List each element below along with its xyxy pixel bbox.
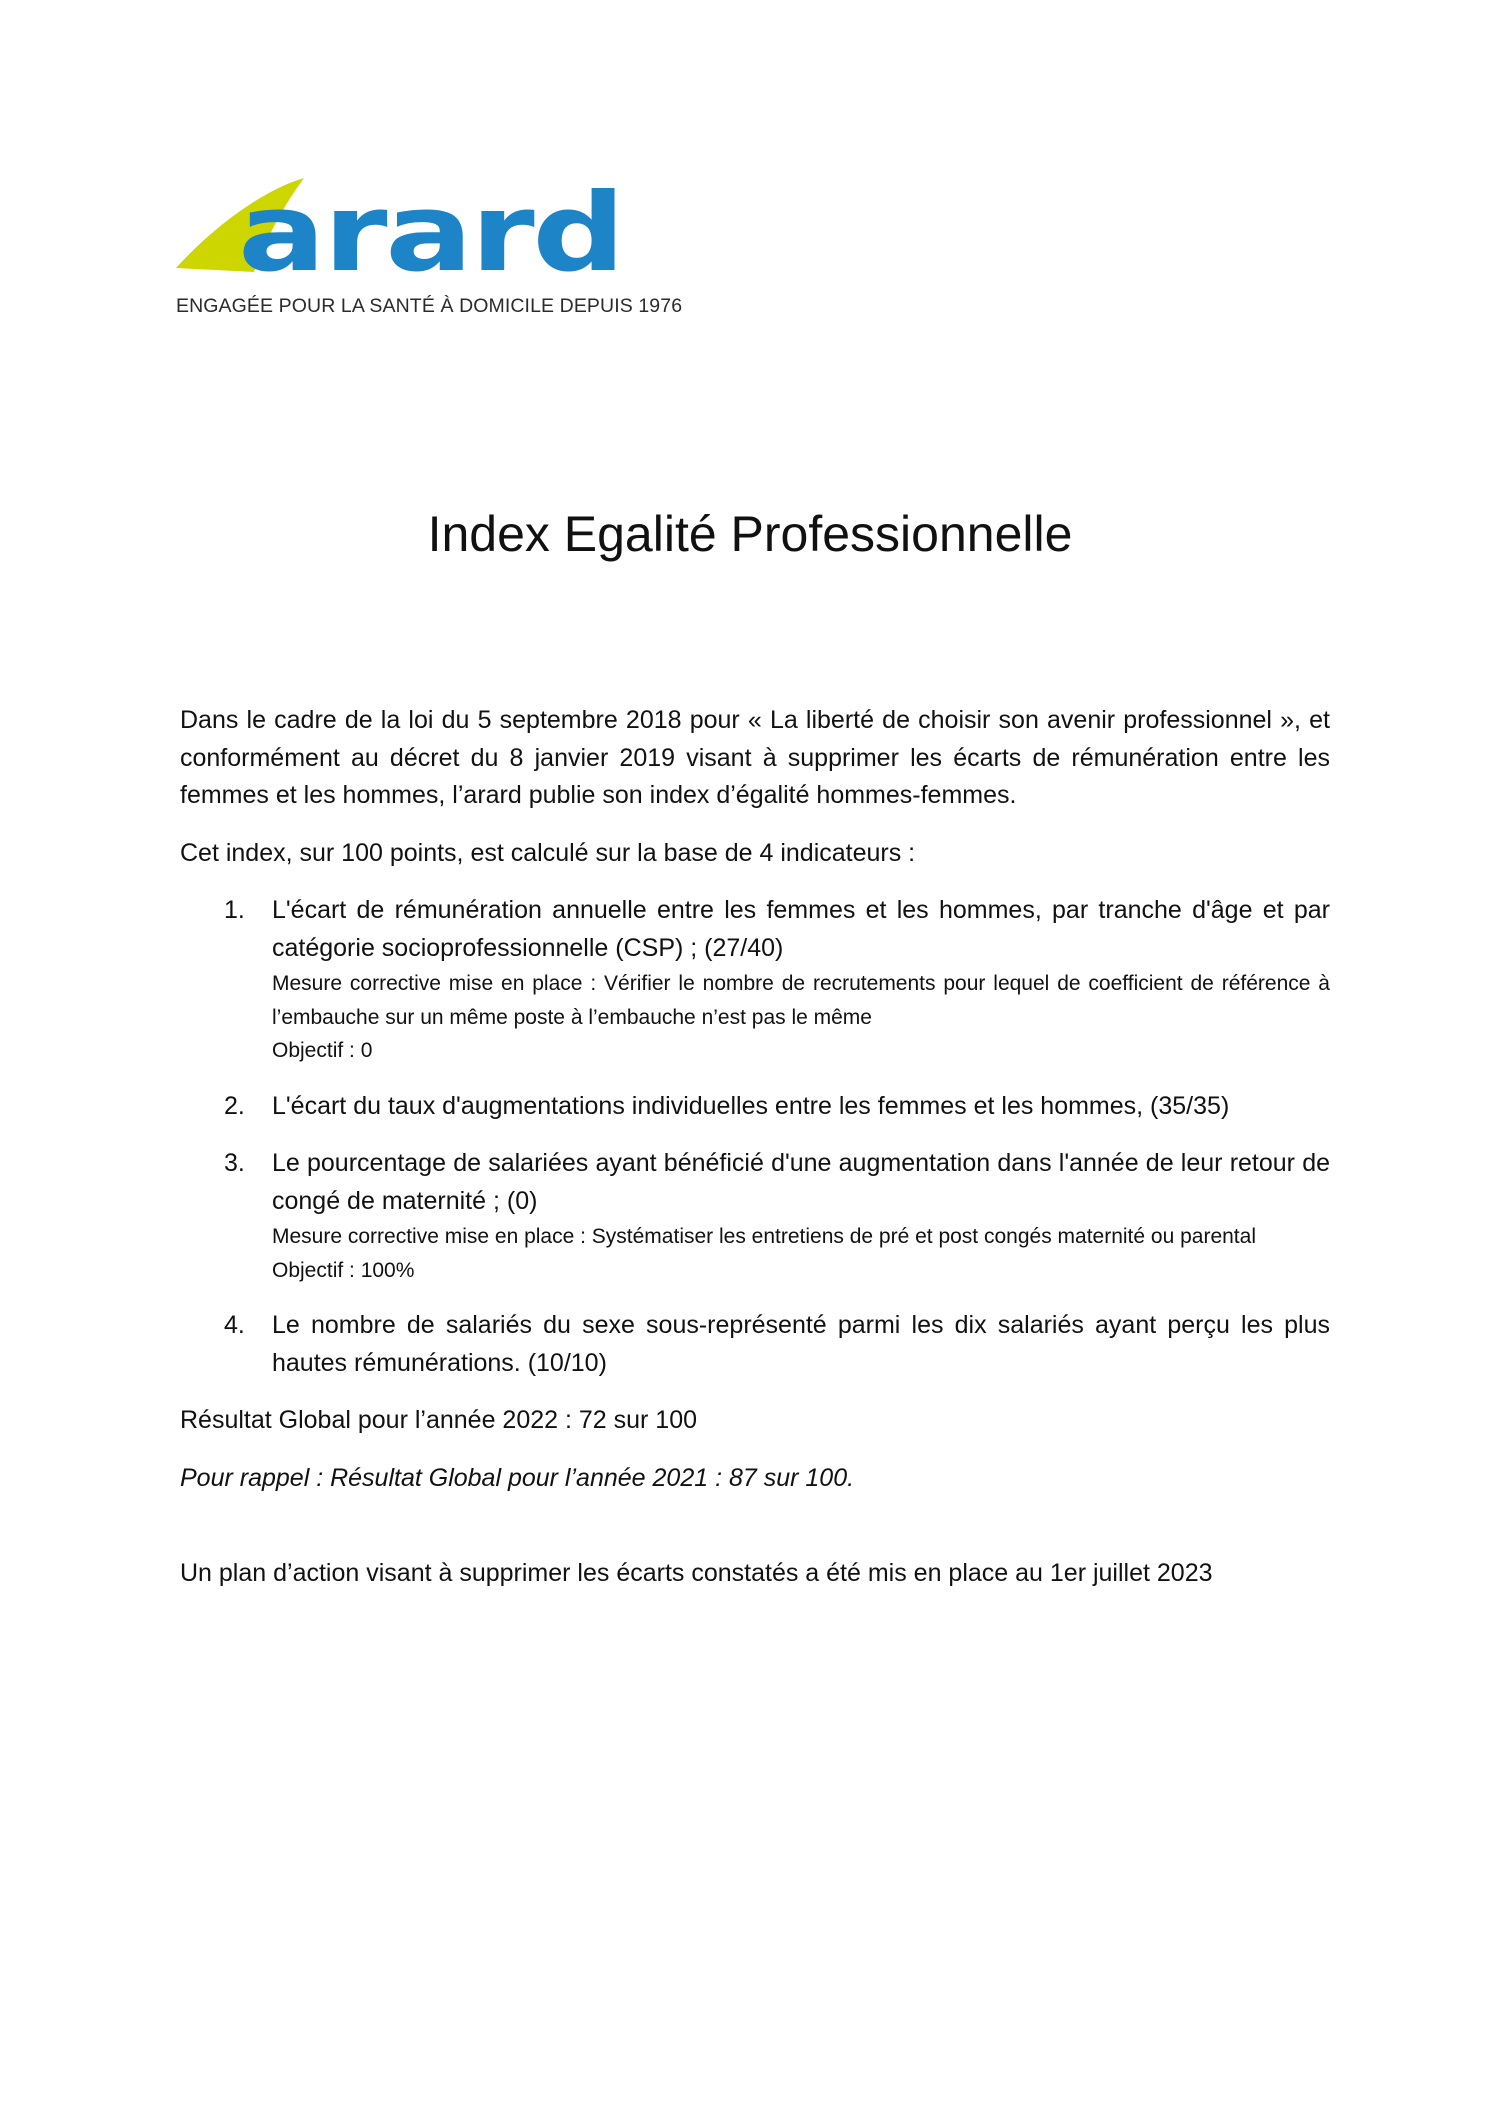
document-body — [180, 702, 1330, 1613]
indicator-objective: Objectif : 0 — [272, 1039, 373, 1062]
indicator-item — [180, 1145, 1330, 1287]
indicator-text: Le pourcentage de salariées ayant bénéficié d'une augmentation dans l'année de leur retour de congé de maternité ; (0) — [272, 1149, 1330, 1215]
indicator-number: 1. — [224, 896, 245, 924]
indicator-text: Le nombre de salariés du sexe sous-représenté parmi les dix salariés ayant perçu les plus hautes rémunérations. (10/10) — [272, 1311, 1330, 1377]
logo-tagline: ENGAGÉE POUR LA SANTÉ À DOMICILE DEPUIS 1976 — [176, 295, 683, 317]
arard-logo-graphic — [176, 174, 646, 292]
indicator-item — [180, 1307, 1330, 1382]
indicator-item — [180, 892, 1330, 1068]
logo-wordmark: arard — [238, 174, 623, 292]
indicator-number: 2. — [224, 1091, 245, 1120]
global-result-2022: Résultat Global pour l’année 2022 : 72 sur 100 — [180, 1406, 698, 1434]
indicator-number: 3. — [224, 1149, 245, 1177]
arard-logo — [176, 174, 683, 324]
basis-paragraph: Cet index, sur 100 points, est calculé sur la base de 4 indicateurs : — [180, 838, 916, 867]
intro-paragraph: Dans le cadre de la loi du 5 septembre 2018 pour « La liberté de choisir son avenir professionnel », et conformément au décret du 8 janvier 2019 visant à supprimer les écarts de rémunération entre les femmes et les hommes, l’arard publie son index d’égalité hommes-femmes. — [180, 706, 1330, 809]
indicator-list — [180, 892, 1330, 1382]
indicator-measure: Mesure corrective mise en place : Systématiser les entretiens de pré et post congés maternité ou parental — [272, 1225, 1256, 1248]
section-spacer — [180, 1517, 1330, 1555]
indicator-text: L'écart du taux d'augmentations individuelles entre les femmes et les hommes, (35/35) — [272, 1091, 1230, 1120]
global-result-2021-reminder: Pour rappel : Résultat Global pour l’année 2021 : 87 sur 100. — [180, 1463, 855, 1492]
indicator-text: L'écart de rémunération annuelle entre les femmes et les hommes, par tranche d'âge et par catégorie socioprofessionnelle (CSP) ; (27/40) — [272, 896, 1330, 962]
indicator-measure: Mesure corrective mise en place : Vérifier le nombre de recrutements pour lequel de coefficient de référence à l’embauche sur un même poste à l’embauche n’est pas le même — [272, 972, 1330, 1029]
indicator-number: 4. — [224, 1311, 245, 1339]
page-title: Index Egalité Professionnelle — [427, 506, 1073, 562]
indicator-objective: Objectif : 100% — [272, 1258, 415, 1282]
indicator-item — [180, 1088, 1330, 1126]
action-plan-paragraph: Un plan d’action visant à supprimer les écarts constatés a été mis en place au 1er juillet 2023 — [180, 1559, 1213, 1587]
